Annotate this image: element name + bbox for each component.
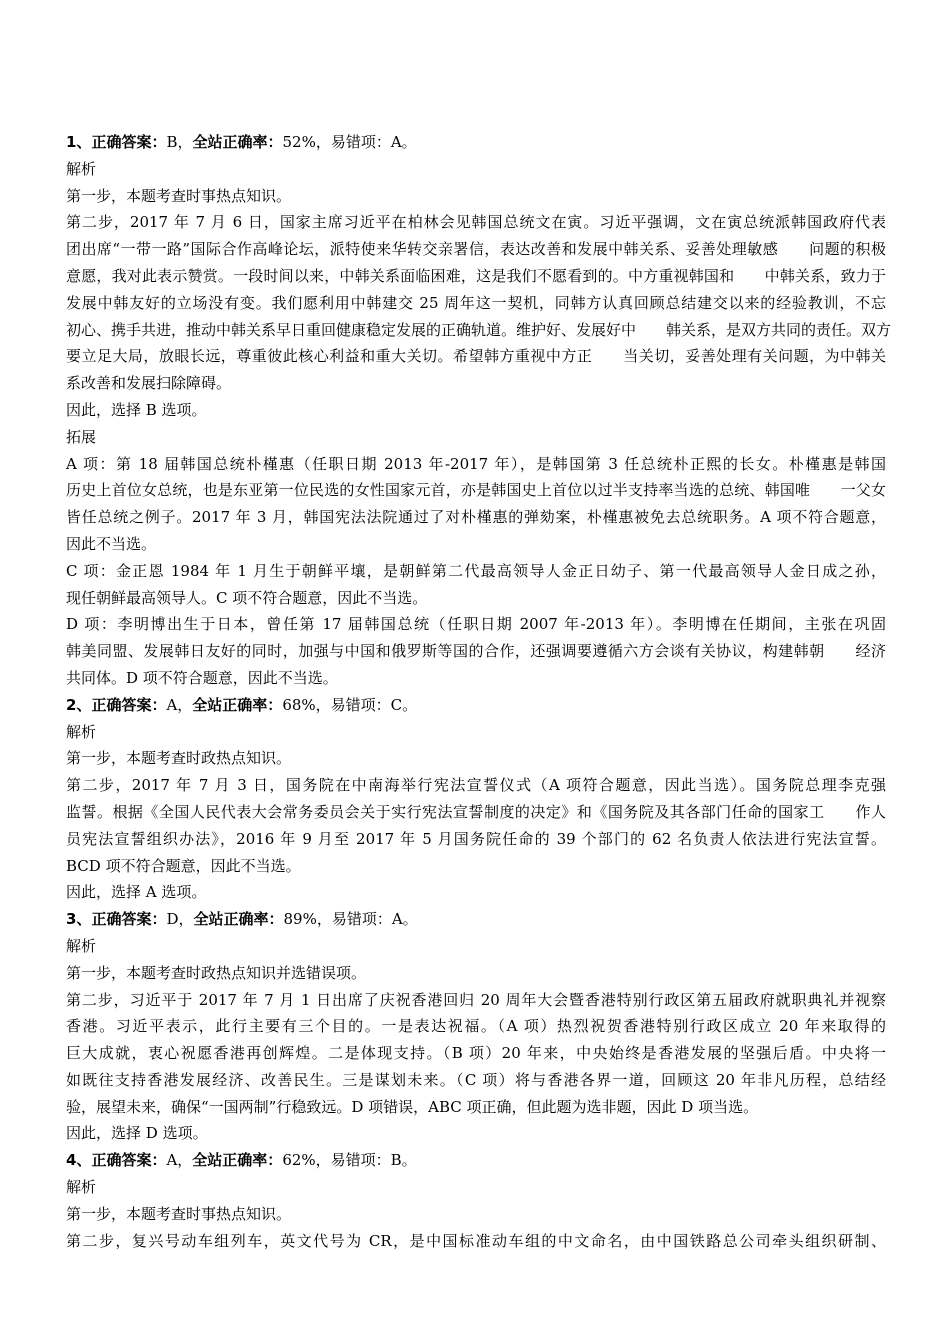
rate-value: 52%，易错项：A。	[282, 133, 417, 151]
question-number: 2、	[66, 695, 92, 714]
text-line: 解析	[66, 722, 97, 741]
text-line: A 项：第 18 届韩国总统朴槿惠（任职日期 2013 年-2017 年），是韩国第 3 任总统朴正熙的长女。朴槿惠是韩国	[66, 454, 886, 473]
text-line: 第一步，本题考查时政热点知识并选错误项。	[66, 963, 367, 982]
question-number: 3、	[66, 910, 92, 929]
rate-label: 全站正确率：	[193, 910, 284, 929]
answer-explanations	[66, 129, 892, 1254]
answer-label: 正确答案：	[91, 910, 167, 929]
answer-label: 正确答案：	[91, 1151, 167, 1170]
answer-value: B，	[166, 133, 193, 151]
question-number: 1、	[66, 133, 92, 151]
question-answer-header	[66, 129, 886, 156]
text-line: D 项：李明博出生于日本，曾任第 17 届韩国总统（任职日期 2007 年-2013 年）。李明博在任期间，主张在巩固	[66, 615, 886, 634]
text-line: 团出席“一带一路”国际合作高峰论坛，派特使来华转交亲署信，表达改善和发展中韩关系、妥善处理敏感 问题的积极	[66, 240, 886, 259]
text-line: C 项：金正恩 1984 年 1 月生于朝鲜平壤，是朝鲜第二代最高领导人金正日幼子、第一代最高领导人金日成之孙，	[66, 561, 886, 580]
answer-label: 正确答案：	[91, 133, 167, 151]
text-line: 第二步，2017 年 7 月 3 日，国务院在中南海举行宪法宣誓仪式（A 项符合题意，因此当选）。国务院总理李克强	[66, 776, 886, 795]
text-line: 拓展	[66, 427, 97, 446]
text-line: 皆任总统之例子。2017 年 3 月，韩国宪法法院通过了对朴槿惠的弹劾案，朴槿惠被免去总统职务。A 项不符合题意，	[66, 508, 886, 527]
text-line: 意愿，我对此表示赞赏。一段时间以来，中韩关系面临困难，这是我们不愿看到的。中方重视韩国和 中韩关系，致力于	[66, 266, 886, 285]
text-line: 因此，选择 D 选项。	[66, 1124, 208, 1143]
text-line: 因此，选择 B 选项。	[66, 400, 207, 419]
question-answer-header	[66, 1147, 886, 1174]
text-line: BCD 项不符合题意，因此不当选。	[66, 856, 301, 875]
text-line: 韩美同盟、发展韩日友好的同时，加强与中国和俄罗斯等国的合作，还强调要遵循六方会谈有关协议，构建韩朝 经济	[66, 642, 886, 661]
text-line: 因此，选择 A 选项。	[66, 883, 207, 902]
rate-value: 68%，易错项：C。	[282, 695, 418, 714]
answer-value: A，	[166, 1151, 193, 1170]
text-line: 第二步，复兴号动车组列车，英文代号为 CR，是中国标准动车组的中文命名，由中国铁路总公司牵头组织研制、	[66, 1231, 886, 1250]
text-line: 第一步，本题考查时事热点知识。	[66, 186, 292, 205]
text-line: 解析	[66, 159, 97, 178]
text-line: 第一步，本题考查时政热点知识。	[66, 749, 292, 768]
question-answer-header	[66, 906, 886, 933]
answer-label: 正确答案：	[91, 695, 167, 714]
text-line: 解析	[66, 936, 97, 955]
text-line: 系改善和发展扫除障碍。	[66, 374, 232, 393]
text-line: 要立足大局，放眼长远，尊重彼此核心利益和重大关切。希望韩方重视中方正 当关切，妥善处理有关问题，为中韩关	[66, 347, 886, 366]
rate-value: 89%，易错项：A。	[283, 910, 418, 929]
rate-value: 62%，易错项：B。	[282, 1151, 417, 1170]
answer-value: D，	[166, 910, 194, 929]
rate-label: 全站正确率：	[192, 1151, 283, 1170]
text-line: 香港。习近平表示，此行主要有三个目的。一是表达祝福。（A 项）热烈祝贺香港特别行政区成立 20 年来取得的	[66, 1017, 886, 1036]
text-line: 发展中韩友好的立场没有变。我们愿利用中韩建交 25 周年这一契机，同韩方认真回顾总结建交以来的经验教训，不忘	[66, 293, 886, 312]
text-line: 第二步，习近平于 2017 年 7 月 1 日出席了庆祝香港回归 20 周年大会暨香港特别行政区第五届政府就职典礼并视察	[66, 990, 886, 1009]
question-answer-header	[66, 692, 886, 719]
text-line: 监誓。根据《全国人民代表大会常务委员会关于实行宪法宣誓制度的决定》和《国务院及其各部门任命的国家工 作人	[66, 802, 886, 821]
text-line: 第二步，2017 年 7 月 6 日，国家主席习近平在柏林会见韩国总统文在寅。习近平强调，文在寅总统派韩国政府代表	[66, 213, 886, 232]
text-line: 员宪法宣誓组织办法》，2016 年 9 月至 2017 年 5 月国务院任命的 39 个部门的 62 名负责人依法进行宪法宣誓。	[66, 829, 886, 848]
text-line: 共同体。D 项不符合题意，因此不当选。	[66, 668, 338, 687]
text-line: 初心、携手共进，推动中韩关系早日重回健康稳定发展的正确轨道。维护好、发展好中 韩关系，是双方共同的责任。双方	[66, 320, 892, 339]
text-line: 验，展望未来，确保“一国两制”行稳致远。D 项错误，ABC 项正确，但此题为选非题，因此 D 项当选。	[66, 1097, 759, 1116]
text-line: 现任朝鲜最高领导人。C 项不符合题意，因此不当选。	[66, 588, 428, 607]
text-line: 历史上首位女总统，也是东亚第一位民选的女性国家元首，亦是韩国史上首位以过半支持率当选的总统、韩国唯 一父女	[66, 481, 886, 500]
question-number: 4、	[66, 1151, 92, 1170]
text-line: 因此不当选。	[66, 534, 157, 553]
text-line: 第一步，本题考查时事热点知识。	[66, 1204, 292, 1223]
text-line: 如既往支持香港发展经济、改善民生。三是谋划未来。（C 项）将与香港各界一道，回顾这 20 年非凡历程，总结经	[66, 1070, 886, 1089]
answer-value: A，	[166, 695, 193, 714]
text-line: 巨大成就，衷心祝愿香港再创辉煌。二是体现支持。（B 项）20 年来，中央始终是香港发展的坚强后盾。中央将一	[66, 1044, 886, 1063]
rate-label: 全站正确率：	[192, 695, 283, 714]
text-line: 解析	[66, 1178, 97, 1197]
rate-label: 全站正确率：	[192, 133, 283, 151]
